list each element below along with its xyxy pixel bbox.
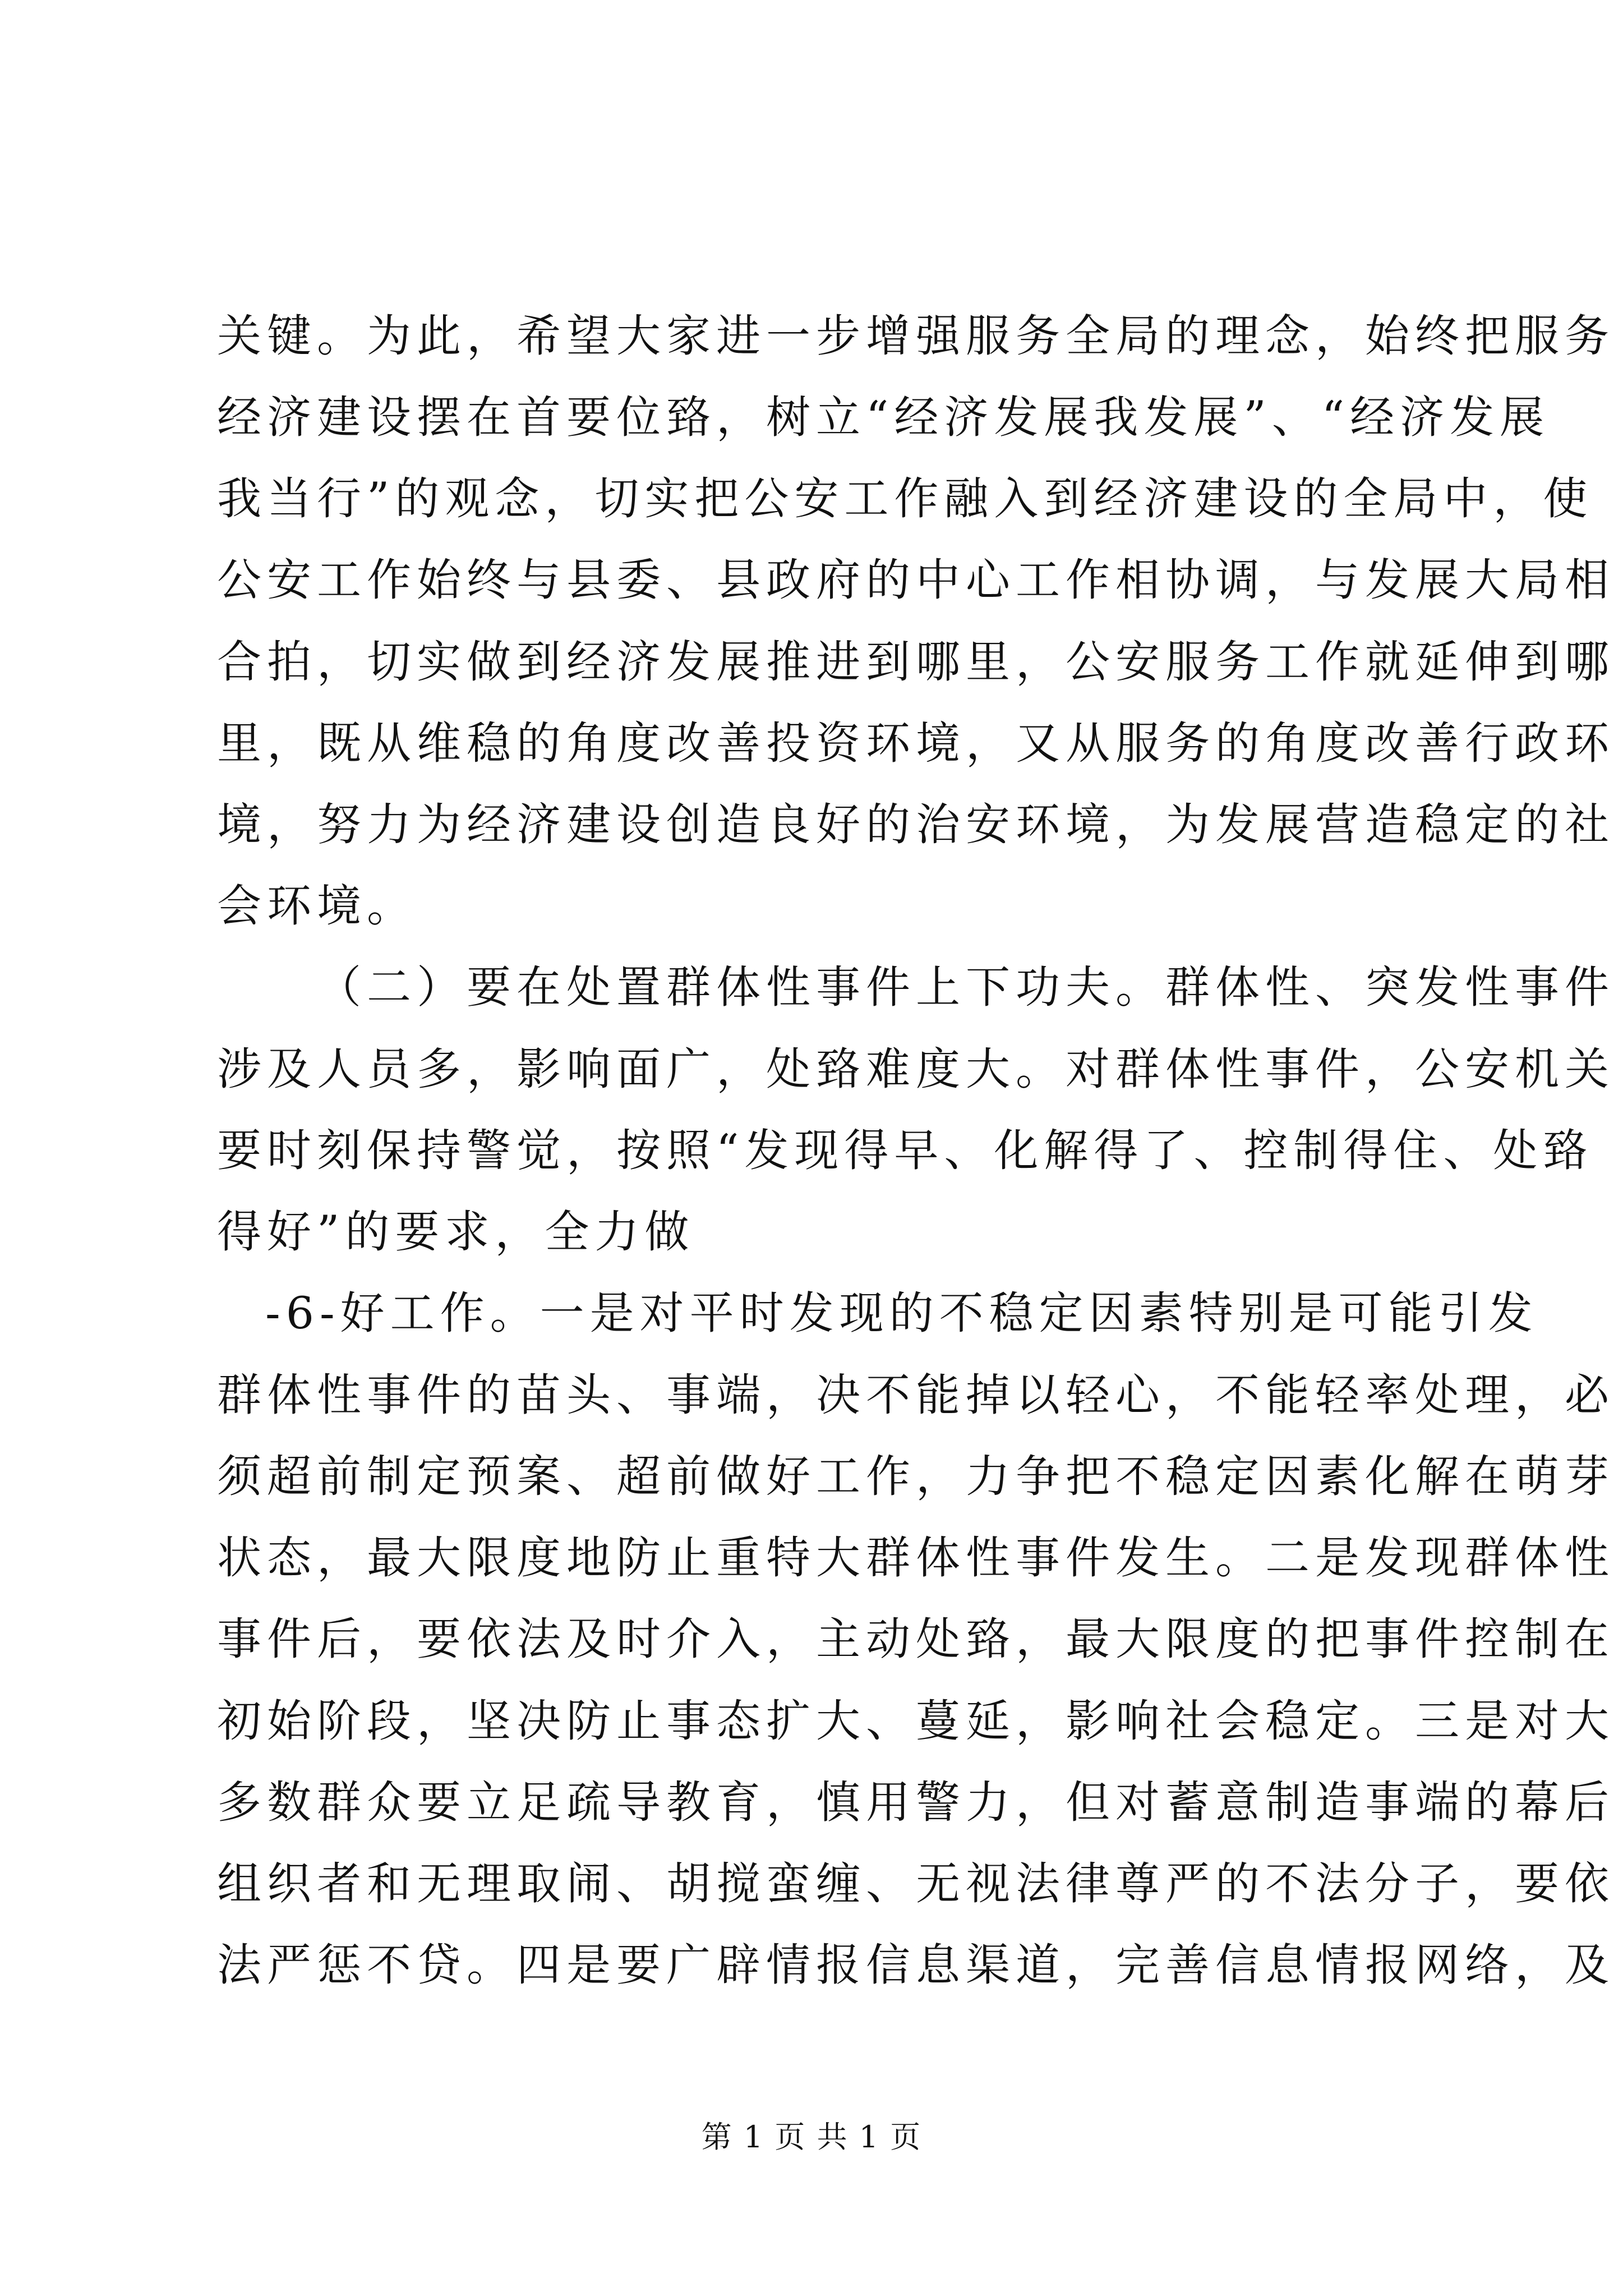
text-line-2: 经济建设摆在首要位臵，树立“经济发展我发展”、“经济发展 [217,392,1550,443]
text-line-6: 里，既从维稳的角度改善投资环境，又从服务的角度改善行政环 [217,717,1615,769]
text-line-1: 关键。为此，希望大家进一步增强服务全局的理念，始终把服务 [217,310,1615,362]
text-line-7: 境，努力为经济建设创造良好的治安环境，为发展营造稳定的社 [217,799,1615,850]
text-line-3: 我当行”的观念，切实把公安工作融入到经济建设的全局中，使 [217,473,1593,524]
text-line-17: 事件后，要依法及时介入，主动处臵，最大限度的把事件控制在 [217,1613,1615,1665]
paragraph-heading-line: （二）要在处置群体性事件上下功夫。群体性、突发性事件 [317,961,1615,1013]
text-line-13: -6-好工作。一是对平时发现的不稳定因素特别是可能引发 [265,1287,1538,1339]
text-line-14: 群体性事件的苗头、事端，决不能掉以轻心，不能轻率处理，必 [217,1369,1615,1421]
text-line-18: 初始阶段，坚决防止事态扩大、蔓延，影响社会稳定。三是对大 [217,1695,1615,1747]
text-line-21: 法严惩不贷。四是要广辟情报信息渠道，完善信息情报网络，及 [217,1939,1615,1991]
text-line-16: 状态，最大限度地防止重特大群体性事件发生。二是发现群体性 [217,1532,1615,1584]
text-line-12: 得好”的要求，全力做 [217,1206,695,1258]
text-line-11: 要时刻保持警觉，按照“发现得早、化解得了、控制得住、处臵 [217,1125,1593,1176]
text-line-4: 公安工作始终与县委、县政府的中心工作相协调，与发展大局相 [217,554,1615,606]
text-line-8: 会环境。 [217,880,417,932]
text-line-10: 涉及人员多，影响面广，处臵难度大。对群体性事件，公安机关 [217,1043,1615,1095]
text-line-19: 多数群众要立足疏导教育，慎用警力，但对蓄意制造事端的幕后 [217,1777,1615,1828]
page-footer: 第 1 页 共 1 页 [701,2119,922,2155]
text-line-15: 须超前制定预案、超前做好工作，力争把不稳定因素化解在萌芽 [217,1451,1615,1502]
text-line-20: 组织者和无理取闹、胡搅蛮缠、无视法律尊严的不法分子，要依 [217,1858,1615,1910]
text-line-5: 合拍，切实做到经济发展推进到哪里，公安服务工作就延伸到哪 [217,636,1615,688]
